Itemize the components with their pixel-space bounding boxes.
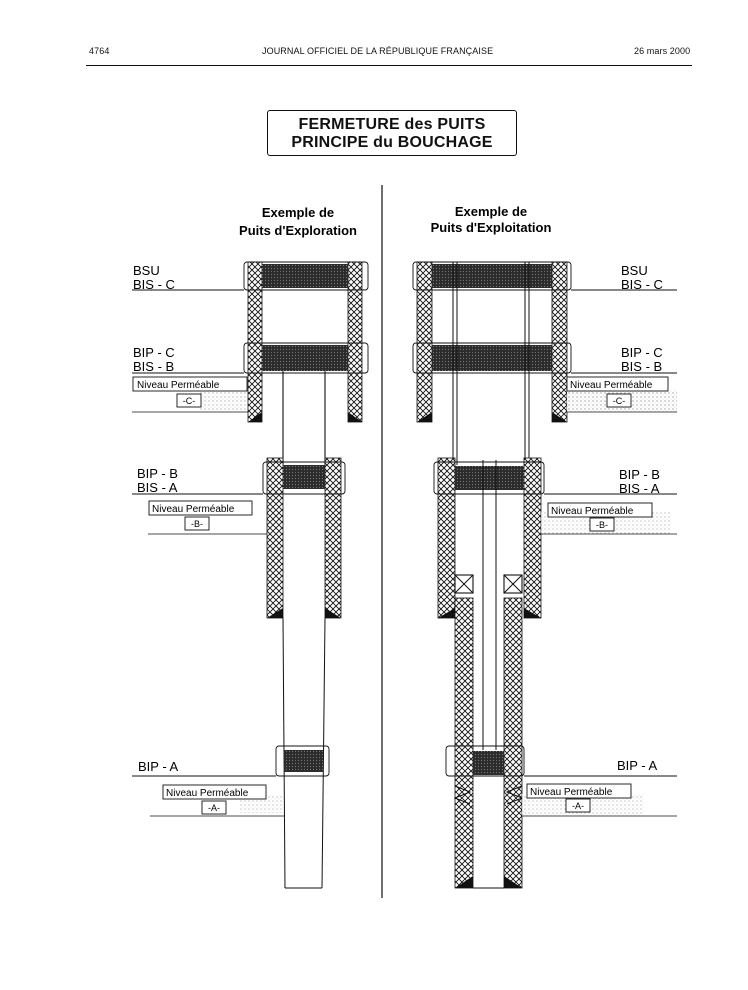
tag-b-right: -B- bbox=[596, 520, 608, 530]
label-niveau-b-left: Niveau Perméable bbox=[152, 504, 235, 515]
tag-a-left: -A- bbox=[208, 803, 220, 813]
label-bip-c-left: BIP - C bbox=[133, 345, 175, 360]
title-line1: FERMETURE des PUITS bbox=[298, 116, 486, 133]
bip-a-plug bbox=[473, 751, 504, 775]
bsu-plug bbox=[432, 264, 552, 288]
intermediate-casing-right bbox=[325, 458, 341, 618]
page-date: 26 mars 2000 bbox=[634, 46, 691, 56]
surface-casing-right bbox=[552, 262, 567, 422]
production-casing-left bbox=[455, 598, 473, 888]
production-casing-right bbox=[504, 598, 522, 888]
label-bis-c-left: BIS - C bbox=[133, 277, 175, 292]
exploration-labels bbox=[133, 263, 266, 814]
label-bip-c-right: BIP - C bbox=[621, 345, 663, 360]
bip-b-plug bbox=[455, 466, 524, 490]
label-bip-a-left: BIP - A bbox=[138, 759, 179, 774]
label-niveau-a-left: Niveau Perméable bbox=[166, 788, 249, 799]
label-bis-a-right: BIS - A bbox=[619, 481, 660, 496]
label-niveau-a-right: Niveau Perméable bbox=[530, 787, 613, 798]
page-number: 4764 bbox=[89, 46, 110, 56]
intermediate-casing-right bbox=[524, 458, 541, 618]
tag-a-right: -A- bbox=[572, 801, 584, 811]
label-bis-b-right: BIS - B bbox=[621, 359, 663, 374]
label-bsu-right: BSU bbox=[621, 263, 648, 278]
label-niveau-c-left: Niveau Perméable bbox=[137, 380, 220, 391]
label-bis-c-right: BIS - C bbox=[621, 277, 663, 292]
surface-casing-left bbox=[248, 262, 262, 422]
label-bis-a-left: BIS - A bbox=[137, 480, 178, 495]
surface-casing-left bbox=[417, 262, 432, 422]
label-niveau-c-right: Niveau Perméable bbox=[570, 380, 653, 391]
label-bsu-left: BSU bbox=[133, 263, 160, 278]
intermediate-casing-left bbox=[267, 458, 283, 618]
tag-c-left: -C- bbox=[182, 396, 196, 406]
exploitation-caption-1: Exemple de bbox=[454, 204, 528, 219]
surface-casing-right bbox=[348, 262, 362, 422]
label-niveau-b-right: Niveau Perméable bbox=[551, 506, 634, 517]
label-bip-b-right: BIP - B bbox=[619, 467, 660, 482]
title-line2: PRINCIPE du BOUCHAGE bbox=[291, 134, 493, 151]
tag-c-right: -C- bbox=[612, 396, 626, 406]
exploration-caption-1: Exemple de bbox=[261, 205, 335, 220]
tag-b-left: -B- bbox=[191, 519, 203, 529]
intermediate-casing-left bbox=[438, 458, 455, 618]
bip-c-plug bbox=[262, 345, 348, 371]
bip-c-plug bbox=[432, 345, 552, 371]
bsu-plug bbox=[262, 264, 348, 288]
label-bip-b-left: BIP - B bbox=[137, 466, 178, 481]
journal-title: JOURNAL OFFICIEL DE LA RÉPUBLIQUE FRANÇAISE bbox=[262, 46, 494, 56]
bip-a-plug bbox=[284, 750, 323, 772]
label-bis-b-left: BIS - B bbox=[133, 359, 175, 374]
label-bip-a-right: BIP - A bbox=[617, 758, 658, 773]
exploitation-caption-2: Puits d'Exploitation bbox=[430, 220, 552, 235]
exploration-caption-2: Puits d'Exploration bbox=[239, 223, 357, 238]
bip-b-plug bbox=[283, 465, 325, 489]
